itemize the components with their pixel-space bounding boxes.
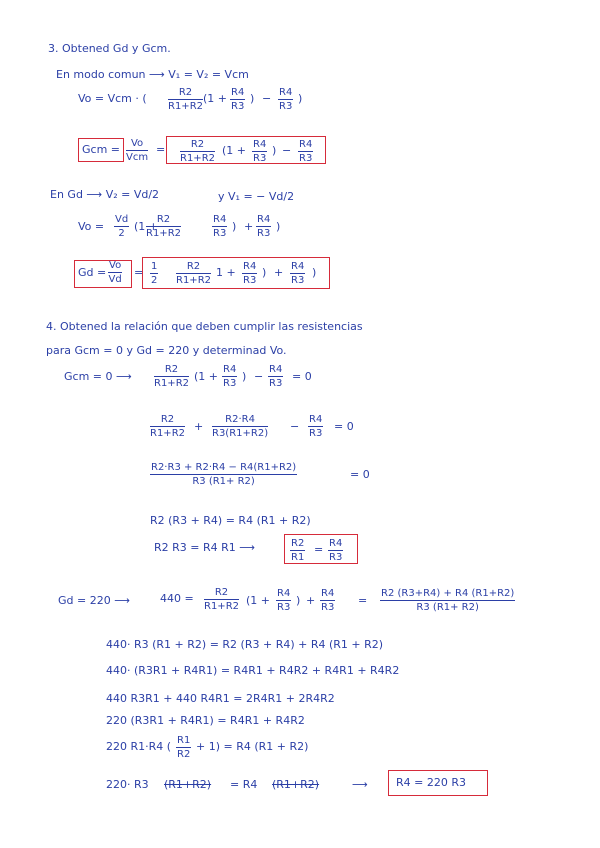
gd-intro-b: y V₁ = − Vd/2 <box>218 190 295 203</box>
fraction-r2r4-r3r1r2: $\frac{R2\cdot R4}{R3(R1+R2)}$ <box>212 414 269 439</box>
fraction-r4-r3: $\frac{R4}{R3}$ <box>309 414 323 439</box>
derivation-line-5a: 220 R1·R4 ( <box>106 740 172 753</box>
fraction-r2-r1r2: $\frac{R2}{R1+R2}$ <box>154 364 189 389</box>
close-paren: ) <box>242 370 247 383</box>
gcm-label: Gcm = <box>82 143 121 156</box>
one-plus: (1 + <box>246 594 271 607</box>
fraction-r4-r3: $\frac{R4}{R3}$ <box>291 261 305 286</box>
fraction-r2-r1r2: $\frac{R2}{R1+R2}$ <box>176 261 211 286</box>
fraction-r4-r3: $\frac{R4}{R3}$ <box>257 214 271 239</box>
equals-sign: = <box>358 594 368 607</box>
fraction-r4-r3: $\frac{R4}{R3}$ <box>253 139 267 164</box>
fraction-r4-r3: $\frac{R4}{R3}$ <box>299 139 313 164</box>
close-paren: ) <box>272 144 277 157</box>
minus-sign: − <box>290 420 300 433</box>
fraction-r4-r3: $\frac{R4}{R3}$ <box>243 261 257 286</box>
fraction-long: $\frac{R2\cdot R3 + R2\cdot R4 - R4(R1+R2)}{R3 (R1+ R2)}$ <box>151 462 297 487</box>
one-plus: (1 + <box>194 370 219 383</box>
plus-sign: + <box>244 220 254 233</box>
close-paren: ) <box>232 220 237 233</box>
gd-label: Gd = <box>78 266 107 279</box>
fraction-r2-r1r2: $\frac{R2}{R1+R2}$ <box>168 87 203 112</box>
derivation-line-5b: + 1) = R4 (R1 + R2) <box>196 740 309 753</box>
fraction-r2-r1: $\frac{R2}{R1}$ <box>291 538 305 563</box>
close-paren: ) <box>312 266 317 279</box>
equals-zero: = 0 <box>334 420 354 433</box>
section3-heading: 3. Obtened Gd y Gcm. <box>48 42 171 55</box>
fraction-big: $\frac{R2 (R3+R4) + R4 (R1+R2)}{R3 (R1+ R2)}$ <box>381 588 515 613</box>
one-plus: (1 + <box>203 92 228 105</box>
fraction-r4-r3: $\frac{R4}{R3}$ <box>231 87 245 112</box>
fraction-vo-vd: $\frac{Vo}{Vd}$ <box>108 260 122 285</box>
equals-zero: = 0 <box>350 468 370 481</box>
fraction-r2-r1r2: $\frac{R2}{R1+R2}$ <box>146 214 181 239</box>
plus-sign: + <box>274 266 284 279</box>
derivation-line-6a: 220· R3 <box>106 778 149 791</box>
fraction-vo-vcm: Vo Vcm <box>126 138 149 163</box>
gd-intro-a: En Gd ⟶ V₂ = Vd/2 <box>50 188 160 201</box>
derivation-line-4: 220 (R3R1 + R4R1) = R4R1 + R4R2 <box>106 714 305 727</box>
plus-sign: + <box>194 420 204 433</box>
vo-eq: Vo = <box>78 220 105 233</box>
fraction-1-2: $\frac{1}{2}$ <box>151 261 158 286</box>
fraction-r2-r1r2: $\frac{R2}{R1+R2}$ <box>150 414 185 439</box>
close-paren: ) <box>250 92 255 105</box>
section4-heading: 4. Obtened la relación que deben cumplir las resistencias <box>46 320 363 333</box>
fraction-r1-r2: $\frac{R1}{R2}$ <box>177 735 191 760</box>
four-forty: 440 = <box>160 592 194 605</box>
gd-220: Gd = 220 ⟶ <box>58 594 130 607</box>
fraction-vd-2: $\frac{Vd}{2}$ <box>115 214 129 239</box>
close-paren: ) <box>296 594 301 607</box>
derivation-line-3: 440 R3R1 + 440 R4R1 = 2R4R1 + 2R4R2 <box>106 692 335 705</box>
minus-sign: − <box>254 370 264 383</box>
final-answer: R4 = 220 R3 <box>396 776 466 789</box>
one-plus: (1 + <box>222 144 247 157</box>
fraction-r4-r3: $\frac{R4}{R3}$ <box>269 364 283 389</box>
minus-sign: − <box>262 92 272 105</box>
fraction-r4-r3: $\frac{R4}{R3}$ <box>277 588 291 613</box>
derivation-line-1: 440· R3 (R1 + R2) = R2 (R3 + R4) + R4 (R1 + R2) <box>106 638 384 651</box>
fraction-r4-r3: $\frac{R4}{R3}$ <box>223 364 237 389</box>
fraction-r4-r3: $\frac{R4}{R3}$ <box>321 588 335 613</box>
fraction-r2-r1r2: $\frac{R2}{R1+R2}$ <box>204 587 239 612</box>
equals-zero: = 0 <box>292 370 312 383</box>
equals-sign: = <box>134 266 144 279</box>
plus-sign: + <box>306 594 316 607</box>
derivation-line-6c: = R4 <box>230 778 258 791</box>
gcm-zero: Gcm = 0 ⟶ <box>64 370 132 383</box>
close-paren: ) <box>298 92 303 105</box>
common-mode-intro: En modo comun ⟶ V₁ = V₂ = Vcm <box>56 68 249 81</box>
arrow: ⟶ <box>352 778 368 791</box>
fraction-r4-r3: $\frac{R4}{R3}$ <box>213 214 227 239</box>
equals-sign: = <box>156 143 166 156</box>
fraction-r2-r1r2: $\frac{R2}{R1+R2}$ <box>180 139 215 164</box>
derivation-line-2: 440· (R3R1 + R4R1) = R4R1 + R4R2 + R4R1 + R4R2 <box>106 664 400 677</box>
struck-term: (R1+R2) <box>164 778 212 791</box>
struck-term: (R1+R2) <box>272 778 320 791</box>
section4-heading-2: para Gcm = 0 y Gd = 220 y determinad Vo. <box>46 344 287 357</box>
one-plus: 1 + <box>216 266 236 279</box>
close-paren: ) <box>262 266 267 279</box>
vo-cm-lhs: Vo = Vcm · ( <box>78 92 147 105</box>
close-paren: ) <box>276 220 281 233</box>
fraction-r4-r3: $\frac{R4}{R3}$ <box>329 538 343 563</box>
equation-line-b: R2 R3 = R4 R1 ⟶ <box>154 541 256 554</box>
equation-line-a: R2 (R3 + R4) = R4 (R1 + R2) <box>150 514 311 527</box>
minus-sign: − <box>282 144 292 157</box>
fraction-r4-r3: $\frac{R4}{R3}$ <box>279 87 293 112</box>
open-paren: (1 + <box>134 220 159 233</box>
equals-sign: = <box>314 543 324 556</box>
